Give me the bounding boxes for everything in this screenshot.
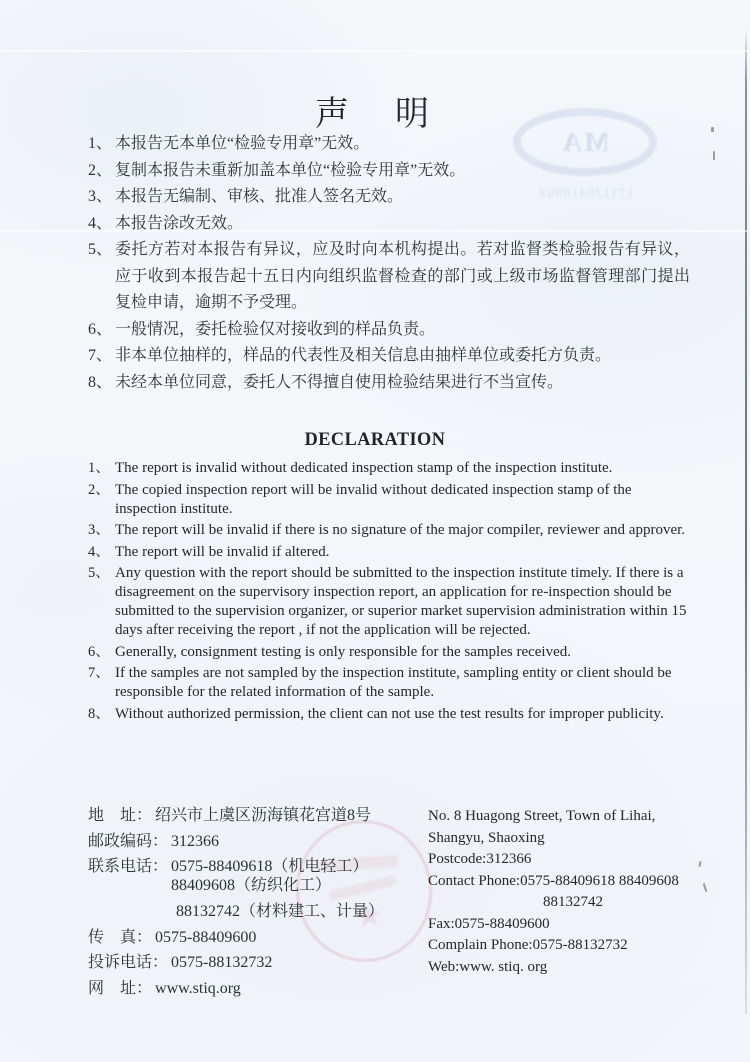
item-number: 3、 xyxy=(88,522,110,538)
contact-section xyxy=(88,806,728,1004)
complaint-value: 0575-88132732 xyxy=(171,954,273,971)
en-fax: Fax:0575-88409600 xyxy=(428,915,550,932)
en-declaration-item xyxy=(88,564,690,640)
item-number: 8、 xyxy=(88,705,110,722)
item-number: 2、 xyxy=(88,161,113,179)
address-row xyxy=(88,806,428,825)
scan-edge-shadow xyxy=(745,26,747,1014)
address-label: 地 址： xyxy=(88,807,153,824)
contact-english-column xyxy=(428,806,728,1004)
postcode-label: 邮政编码： xyxy=(88,832,169,850)
item-text: The report is invalid without dedicated inspection stamp of the inspection institute. xyxy=(115,460,613,476)
item-text: 本报告涂改无效。 xyxy=(115,214,244,232)
phone-value xyxy=(171,857,428,921)
document-title: 声 明 xyxy=(315,95,435,133)
item-number: 4、 xyxy=(88,543,110,560)
item-text: 非本单位抽样的，样品的代表性及相关信息由抽样单位或委托方负责。 xyxy=(115,347,612,364)
phone-row xyxy=(88,857,428,921)
scan-streak xyxy=(0,50,750,52)
postcode-value: 312366 xyxy=(171,832,220,850)
cma-certificate-code: 17112041006Z xyxy=(536,185,634,200)
en-declaration-item xyxy=(88,521,690,540)
item-text: Any question with the report should be submitted to the inspection institute timely. If there is a disagreement on the supervisory inspection report, an application for re-inspection should be submitted to the supervision organizer, or superior market supervision administration within 15 days after receiving the report , if not the application will be rejected. xyxy=(115,565,687,638)
en-phone-line2: 88132742 xyxy=(543,894,603,910)
item-text: 一般情况，委托检验仅对接收到的样品负责。 xyxy=(115,320,436,338)
item-number: 5、 xyxy=(88,565,110,581)
item-text: If the samples are not sampled by the inspection institute, sampling entity or client should be responsible for the related information of the sample. xyxy=(115,665,672,700)
complaint-label: 投诉电话： xyxy=(88,954,169,971)
en-website: Web:www. stiq. org xyxy=(428,958,548,975)
item-number: 2、 xyxy=(88,481,110,498)
cn-declaration-item xyxy=(88,317,690,344)
cn-declaration-item xyxy=(88,343,690,370)
item-number: 5、 xyxy=(88,241,113,258)
item-number: 7、 xyxy=(88,665,110,681)
cn-declaration-list xyxy=(88,131,690,396)
item-number: 1、 xyxy=(88,460,110,476)
item-number: 6、 xyxy=(88,320,113,338)
item-text: Generally, consignment testing is only responsible for the samples received. xyxy=(115,643,571,660)
en-declaration-item xyxy=(88,643,690,662)
cn-declaration-item xyxy=(88,370,690,397)
cn-declaration-item xyxy=(88,211,690,238)
website-label: 网 址： xyxy=(88,979,153,997)
item-text: The report will be invalid if there is no signature of the major compiler, reviewer and approver. xyxy=(115,522,686,538)
postcode-row xyxy=(88,832,428,851)
item-text: 未经本单位同意，委托人不得擅自使用检验结果进行不当宣传。 xyxy=(115,373,564,391)
fax-label: 传 真： xyxy=(88,928,153,946)
cn-declaration-item xyxy=(88,184,690,211)
item-text: 委托方若对本报告有异议，应及时向本机构提出。若对监督类检验报告有异议，应于收到本报告起十五日内向组织监督检查的部门或上级市场监督管理部门提出复检申请，逾期不予受理。 xyxy=(115,241,690,311)
item-text: Without authorized permission, the client can not use the test results for improper publicity. xyxy=(115,705,664,722)
complaint-row xyxy=(88,953,428,972)
item-number: 8、 xyxy=(88,373,113,391)
cma-ma-letters: MA xyxy=(560,126,610,157)
fax-value: 0575-88409600 xyxy=(155,928,257,946)
contact-chinese-column xyxy=(88,806,428,1004)
item-number: 1、 xyxy=(88,135,113,152)
en-declaration-item xyxy=(88,664,690,702)
cn-declaration-item xyxy=(88,237,690,317)
cn-declaration-item xyxy=(88,131,690,158)
item-number: 6、 xyxy=(88,643,110,660)
phone-value-line2: 88132742（材料建工、计量） xyxy=(176,903,385,920)
fax-row xyxy=(88,928,428,947)
en-postcode: Postcode:312366 xyxy=(428,851,532,867)
address-value: 绍兴市上虞区沥海镇花宫道8号 xyxy=(155,807,372,824)
item-text: 本报告无编制、审核、批准人签名无效。 xyxy=(115,188,404,205)
en-declaration-item xyxy=(88,705,690,724)
item-text: 本报告无本单位“检验专用章”无效。 xyxy=(115,135,370,152)
en-address-line1: No. 8 Huagong Street, Town of Lihai, xyxy=(428,808,656,824)
en-complaint: Complain Phone:0575-88132732 xyxy=(428,937,628,953)
phone-label: 联系电话： xyxy=(88,858,169,875)
item-text: The copied inspection report will be invalid without dedicated inspection stamp of the inspection institute. xyxy=(115,481,632,517)
item-text: 复制本报告未重新加盖本单位“检验专用章”无效。 xyxy=(115,161,466,179)
item-number: 7、 xyxy=(88,347,113,364)
declaration-heading: DECLARATION xyxy=(304,429,446,450)
website-value: www.stiq.org xyxy=(155,979,241,997)
item-text: The report will be invalid if altered. xyxy=(115,543,330,560)
item-number: 3、 xyxy=(88,188,113,205)
cn-declaration-item xyxy=(88,158,690,185)
en-phone-line1: Contact Phone:0575-88409618 88409608 xyxy=(428,872,679,889)
website-row xyxy=(88,979,428,998)
item-number: 4、 xyxy=(88,214,113,232)
en-declaration-list xyxy=(88,459,690,726)
en-declaration-item xyxy=(88,481,690,519)
en-address-line2: Shangyu, Shaoxing xyxy=(428,829,545,846)
en-declaration-item xyxy=(88,459,690,478)
en-declaration-item xyxy=(88,543,690,562)
phone-value-line1: 0575-88409618（机电轻工） 88409608（纺织化工） xyxy=(171,858,377,894)
scan-speck xyxy=(713,151,715,160)
